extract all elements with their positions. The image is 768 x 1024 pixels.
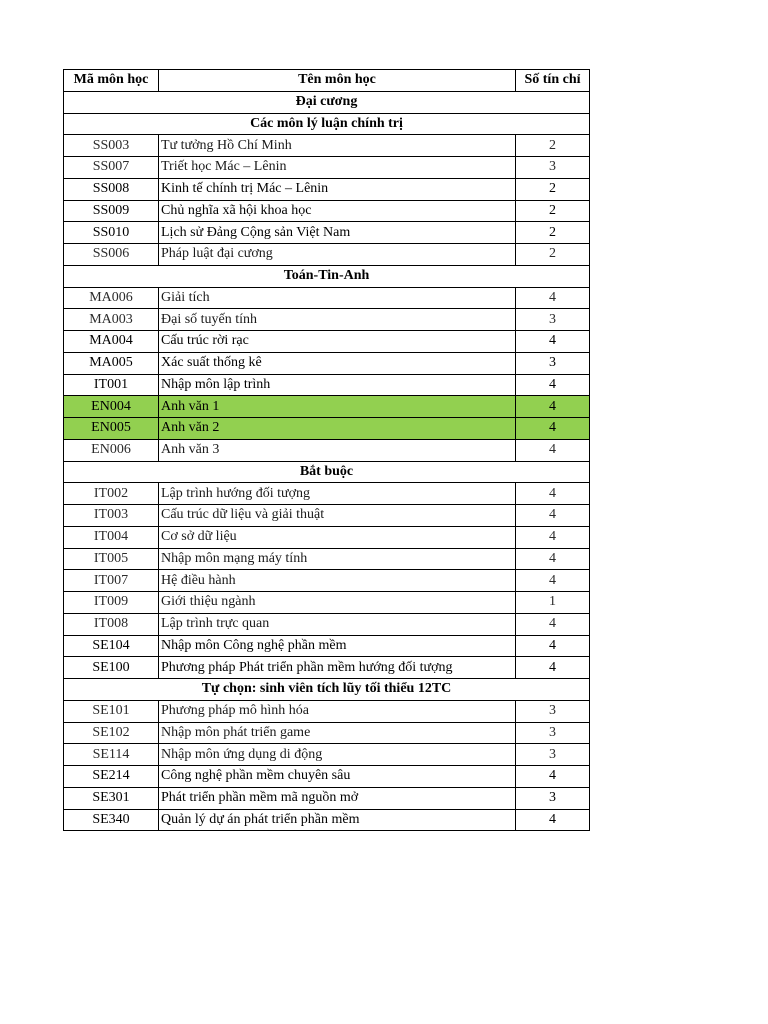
course-credits: 4 [516,570,590,592]
course-credits: 1 [516,592,590,614]
course-name: Nhập môn phát triển game [159,722,516,744]
course-code: SS007 [64,157,159,179]
course-credits: 4 [516,439,590,461]
course-code: SE114 [64,744,159,766]
course-credits: 4 [516,526,590,548]
course-credits: 4 [516,635,590,657]
course-code: MA004 [64,331,159,353]
course-name: Anh văn 2 [159,418,516,440]
course-name: Nhập môn lập trình [159,374,516,396]
course-name: Chủ nghĩa xã hội khoa học [159,200,516,222]
course-code: EN006 [64,439,159,461]
course-code: IT008 [64,613,159,635]
course-row [64,548,590,570]
course-name: Giới thiệu ngành [159,592,516,614]
course-row [64,396,590,418]
course-row [64,657,590,679]
course-code: SS008 [64,178,159,200]
course-row [64,222,590,244]
course-row [64,526,590,548]
course-name: Giải tích [159,287,516,309]
course-code: SS003 [64,135,159,157]
header-credits: Số tín chỉ [516,70,590,92]
course-credits: 3 [516,787,590,809]
course-name: Quản lý dự án phát triển phần mềm [159,809,516,831]
course-credits: 4 [516,613,590,635]
course-row [64,722,590,744]
course-name: Lịch sử Đảng Cộng sản Việt Nam [159,222,516,244]
course-row [64,700,590,722]
course-code: MA003 [64,309,159,331]
section-row [64,265,590,287]
course-code: IT002 [64,483,159,505]
course-credits: 4 [516,418,590,440]
course-row [64,244,590,266]
course-credits: 4 [516,287,590,309]
course-row [64,331,590,353]
course-code: IT009 [64,592,159,614]
course-row [64,287,590,309]
section-title: Đại cương [64,91,590,113]
course-name: Anh văn 1 [159,396,516,418]
course-credits: 4 [516,548,590,570]
course-row [64,439,590,461]
course-credits: 3 [516,157,590,179]
course-name: Cấu trúc dữ liệu và giải thuật [159,505,516,527]
course-code: SE100 [64,657,159,679]
course-credits: 4 [516,766,590,788]
course-code: SE101 [64,700,159,722]
course-credits: 3 [516,309,590,331]
course-row [64,374,590,396]
course-name: Phương pháp mô hình hóa [159,700,516,722]
course-credits: 3 [516,352,590,374]
course-row [64,200,590,222]
course-row [64,483,590,505]
course-row [64,570,590,592]
course-code: SE340 [64,809,159,831]
course-credits: 4 [516,396,590,418]
course-code: IT003 [64,505,159,527]
course-credits: 3 [516,722,590,744]
course-credits: 4 [516,809,590,831]
section-row [64,679,590,701]
course-credits: 3 [516,744,590,766]
course-name: Pháp luật đại cương [159,244,516,266]
course-name: Cấu trúc rời rạc [159,331,516,353]
course-row [64,766,590,788]
course-code: MA006 [64,287,159,309]
course-code: SS009 [64,200,159,222]
course-name: Phát triển phần mềm mã nguồn mở [159,787,516,809]
course-row [64,613,590,635]
course-name: Hệ điều hành [159,570,516,592]
course-name: Đại số tuyến tính [159,309,516,331]
course-name: Xác suất thống kê [159,352,516,374]
section-title: Toán-Tin-Anh [64,265,590,287]
course-row [64,809,590,831]
course-credits: 3 [516,700,590,722]
course-name: Lập trình hướng đối tượng [159,483,516,505]
course-code: SS006 [64,244,159,266]
course-code: SE104 [64,635,159,657]
course-code: MA005 [64,352,159,374]
table-body [64,91,590,831]
course-row [64,744,590,766]
course-credits: 2 [516,178,590,200]
course-name: Nhập môn Công nghệ phần mềm [159,635,516,657]
header-course-code: Mã môn học [64,70,159,92]
course-row [64,505,590,527]
course-code: IT007 [64,570,159,592]
course-name: Phương pháp Phát triển phần mềm hướng đối tượng [159,657,516,679]
course-name: Kinh tế chính trị Mác – Lênin [159,178,516,200]
course-name: Anh văn 3 [159,439,516,461]
section-title: Bắt buộc [64,461,590,483]
course-row [64,787,590,809]
course-row [64,352,590,374]
course-name: Tư tưởng Hồ Chí Minh [159,135,516,157]
course-credits: 2 [516,135,590,157]
section-title: Các môn lý luận chính trị [64,113,590,135]
course-credits: 4 [516,374,590,396]
curriculum-table [63,69,590,831]
course-row [64,592,590,614]
course-credits: 4 [516,483,590,505]
section-title: Tự chọn: sinh viên tích lũy tối thiểu 12TC [64,679,590,701]
course-code: IT001 [64,374,159,396]
course-row [64,635,590,657]
course-code: IT005 [64,548,159,570]
course-name: Lập trình trực quan [159,613,516,635]
course-name: Nhập môn ứng dụng di động [159,744,516,766]
course-code: IT004 [64,526,159,548]
course-code: EN005 [64,418,159,440]
course-code: SE301 [64,787,159,809]
header-course-name: Tên môn học [159,70,516,92]
course-row [64,135,590,157]
course-name: Nhập môn mạng máy tính [159,548,516,570]
course-code: SE102 [64,722,159,744]
course-name: Triết học Mác – Lênin [159,157,516,179]
course-credits: 2 [516,222,590,244]
course-credits: 4 [516,657,590,679]
course-credits: 2 [516,200,590,222]
course-row [64,178,590,200]
course-row [64,418,590,440]
course-name: Công nghệ phần mềm chuyên sâu [159,766,516,788]
section-row [64,91,590,113]
section-row [64,113,590,135]
header-row [64,70,590,92]
course-credits: 2 [516,244,590,266]
course-code: EN004 [64,396,159,418]
course-code: SS010 [64,222,159,244]
course-code: SE214 [64,766,159,788]
section-row [64,461,590,483]
course-row [64,309,590,331]
course-name: Cơ sở dữ liệu [159,526,516,548]
course-row [64,157,590,179]
course-credits: 4 [516,505,590,527]
course-credits: 4 [516,331,590,353]
